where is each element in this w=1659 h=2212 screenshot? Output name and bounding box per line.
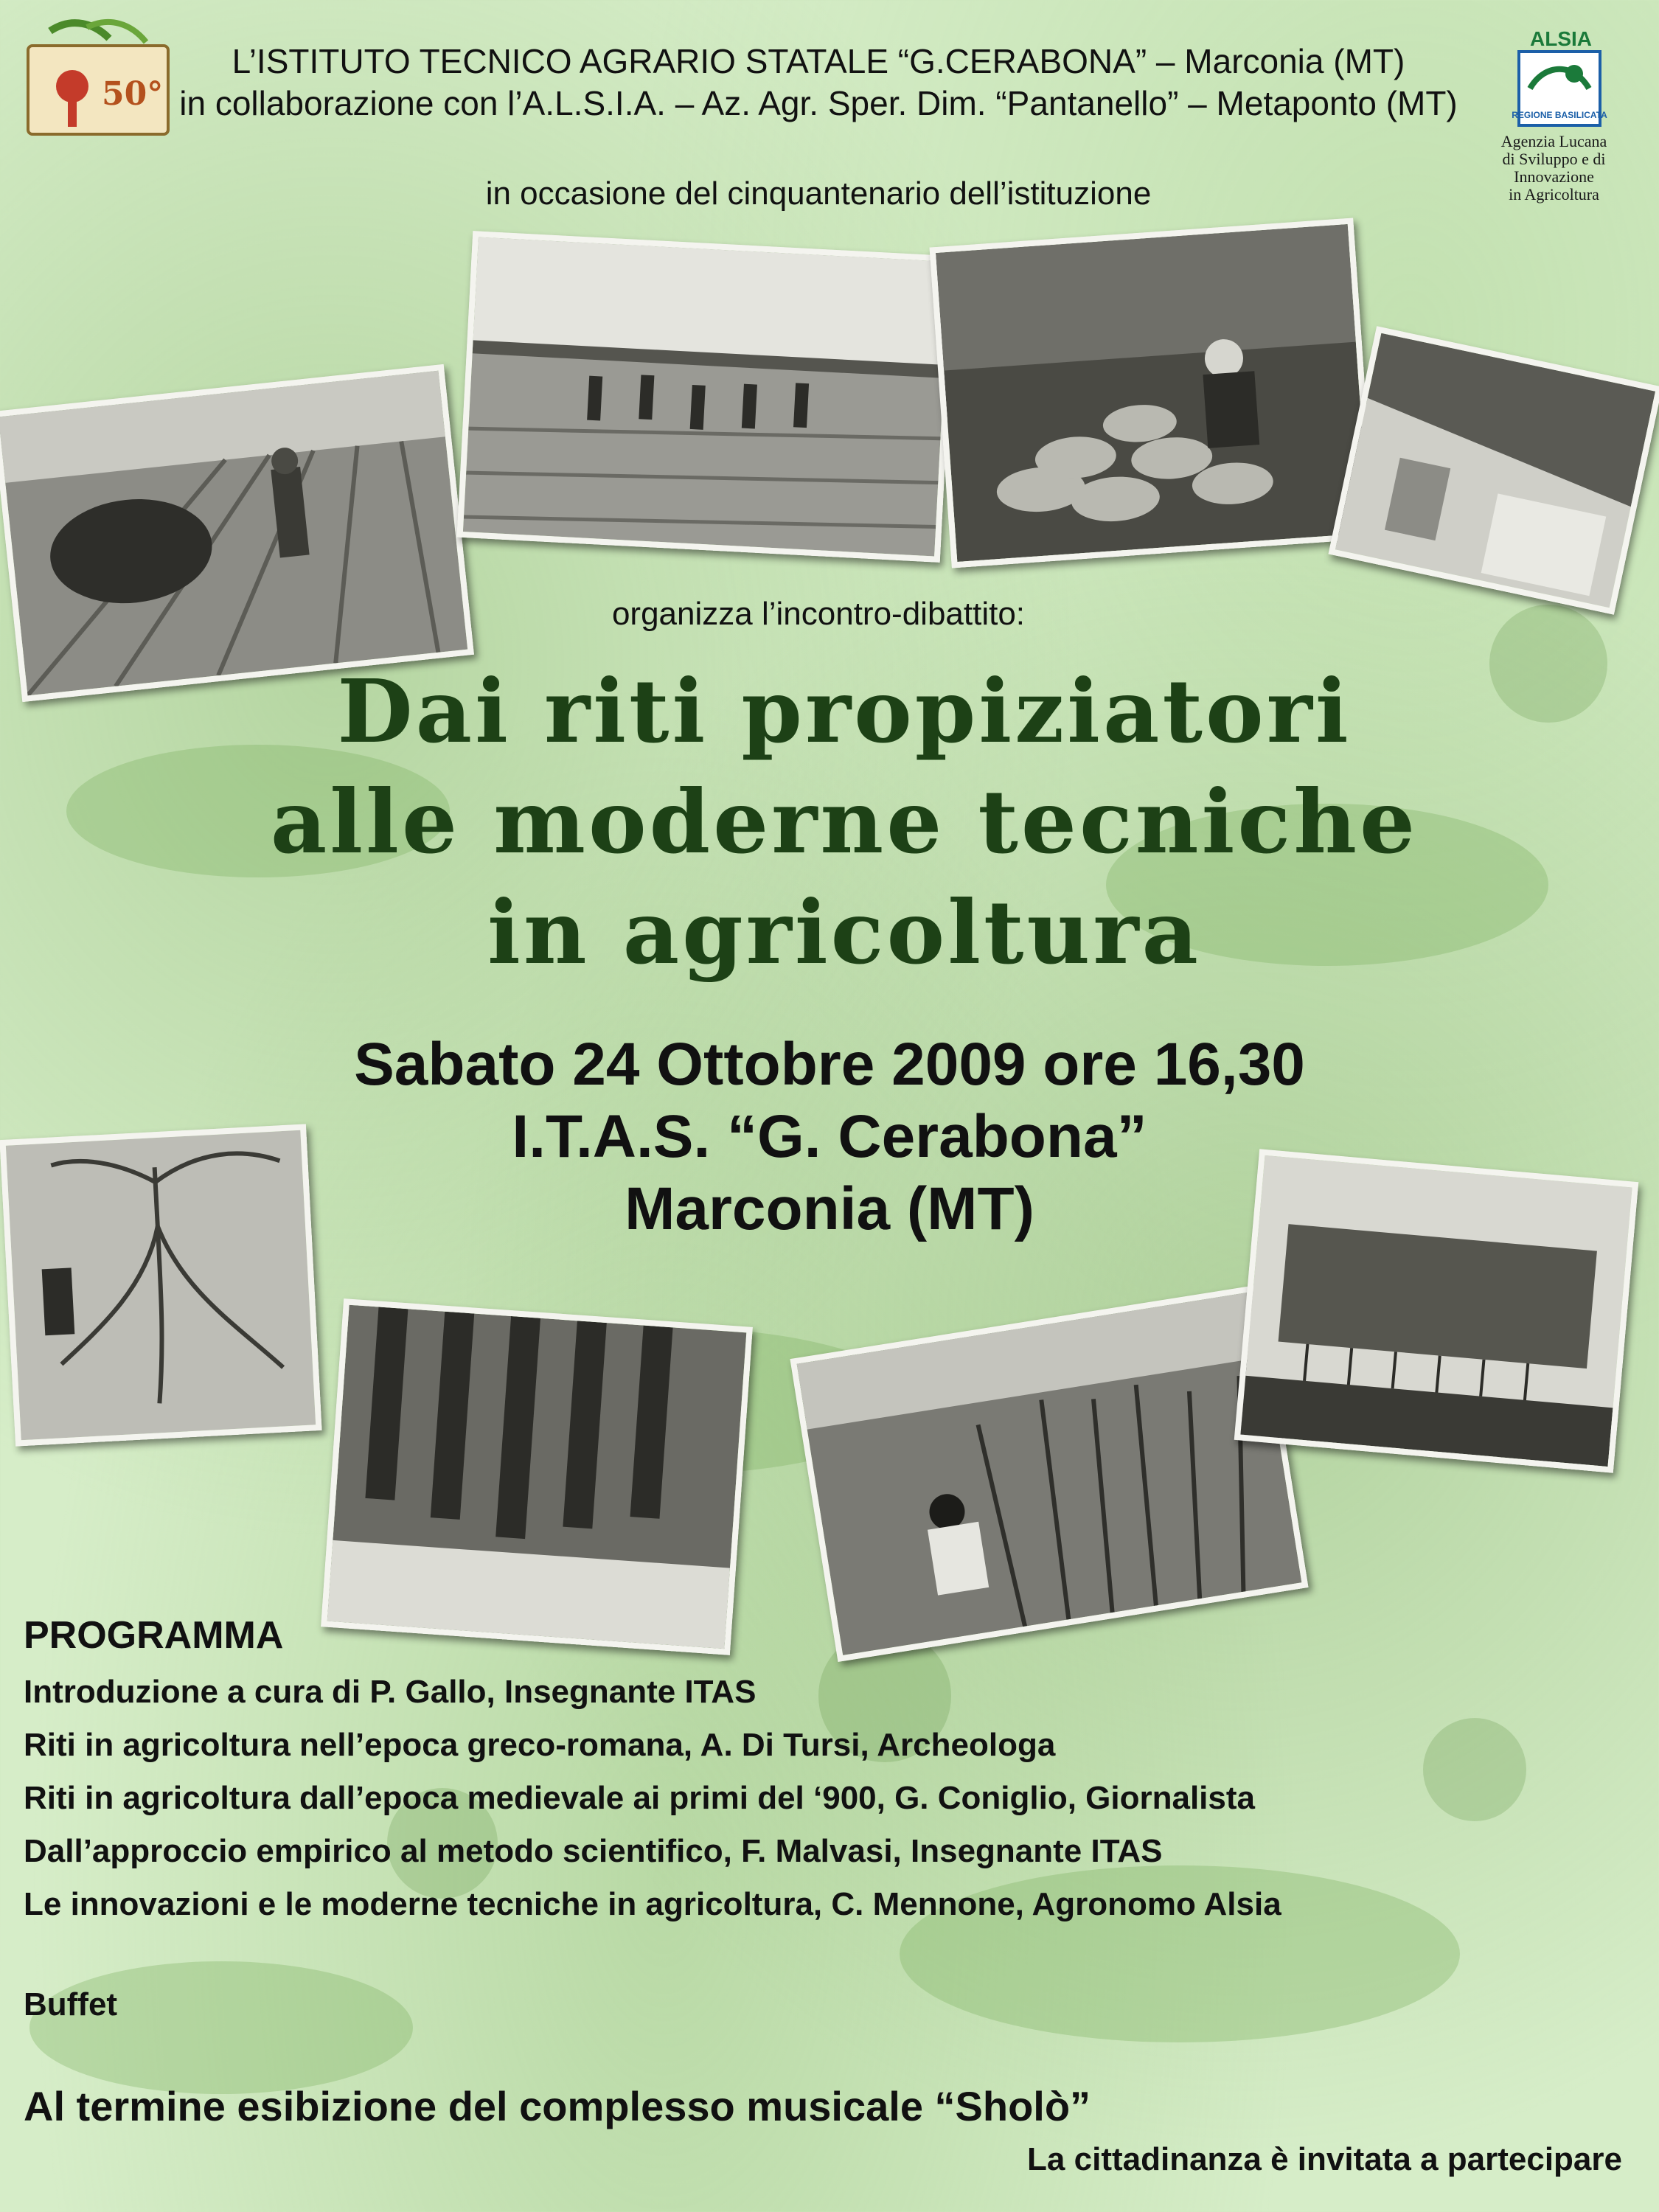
programma-item: Riti in agricoltura dall’epoca medievale ai primi del ‘900, G. Coniglio, Giornalista xyxy=(24,1780,1256,1816)
invite-text: La cittadinanza è invitata a partecipare xyxy=(1027,2141,1622,2177)
event-venue: I.T.A.S. “G. Cerabona” xyxy=(512,1103,1147,1170)
alsia-region: REGIONE BASILICATA xyxy=(1512,110,1607,120)
alsia-logo xyxy=(1464,22,1644,204)
header-line2: in collaborazione con l’A.L.S.I.A. – Az. Agr. Sper. Dim. “Pantanello” – Metaponto (MT) xyxy=(179,84,1458,122)
title-line2: alle moderne tecniche xyxy=(270,771,1419,873)
title-line3: in agricoltura xyxy=(487,881,1201,984)
photo-seedlings-tray xyxy=(1234,1149,1639,1472)
programma-item: Riti in agricoltura nell’epoca greco-romana, A. Di Tursi, Archeologa xyxy=(24,1727,1056,1763)
programma-item: Introduzione a cura di P. Gallo, Insegnante ITAS xyxy=(24,1674,757,1710)
alsia-agency-line1: Agenzia Lucana xyxy=(1500,132,1607,150)
alsia-agency-line2: di Sviluppo e di Innovazione xyxy=(1502,150,1606,186)
title-line1: Dai riti propiziatori xyxy=(337,660,1352,762)
photo-tree-roots xyxy=(0,1124,322,1446)
closing-text: Al termine esibizione del complesso musicale “Sholò” xyxy=(24,2083,1091,2129)
logo-badge: 50° xyxy=(102,75,164,113)
header-line3: in occasione del cinquantenario dell’istituzione xyxy=(485,175,1152,212)
event-place: Marconia (MT) xyxy=(625,1175,1034,1242)
organizza-text: organizza l’incontro-dibattito: xyxy=(611,596,1026,632)
photo-horse-plowing xyxy=(0,364,474,702)
alsia-brand: ALSIA xyxy=(1530,27,1592,50)
buffet-label: Buffet xyxy=(24,1986,118,2023)
header-line1: L’ISTITUTO TECNICO AGRARIO STATALE “G.CERABONA” – Marconia (MT) xyxy=(232,42,1405,80)
event-title xyxy=(133,656,1556,988)
photo-harvest xyxy=(929,218,1375,568)
photo-field-workers xyxy=(457,231,956,563)
programma-heading: PROGRAMMA xyxy=(24,1614,284,1657)
school-logo xyxy=(21,16,175,164)
photo-tomato-plants xyxy=(321,1298,753,1655)
programma-item: Dall’approccio empirico al metodo scientifico, F. Malvasi, Insegnante ITAS xyxy=(24,1833,1163,1869)
programma-item: Le innovazioni e le moderne tecniche in agricoltura, C. Mennone, Agronomo Alsia xyxy=(24,1886,1281,1922)
event-date: Sabato 24 Ottobre 2009 ore 16,30 xyxy=(354,1031,1305,1098)
alsia-agency-line3: in Agricoltura xyxy=(1509,185,1599,204)
